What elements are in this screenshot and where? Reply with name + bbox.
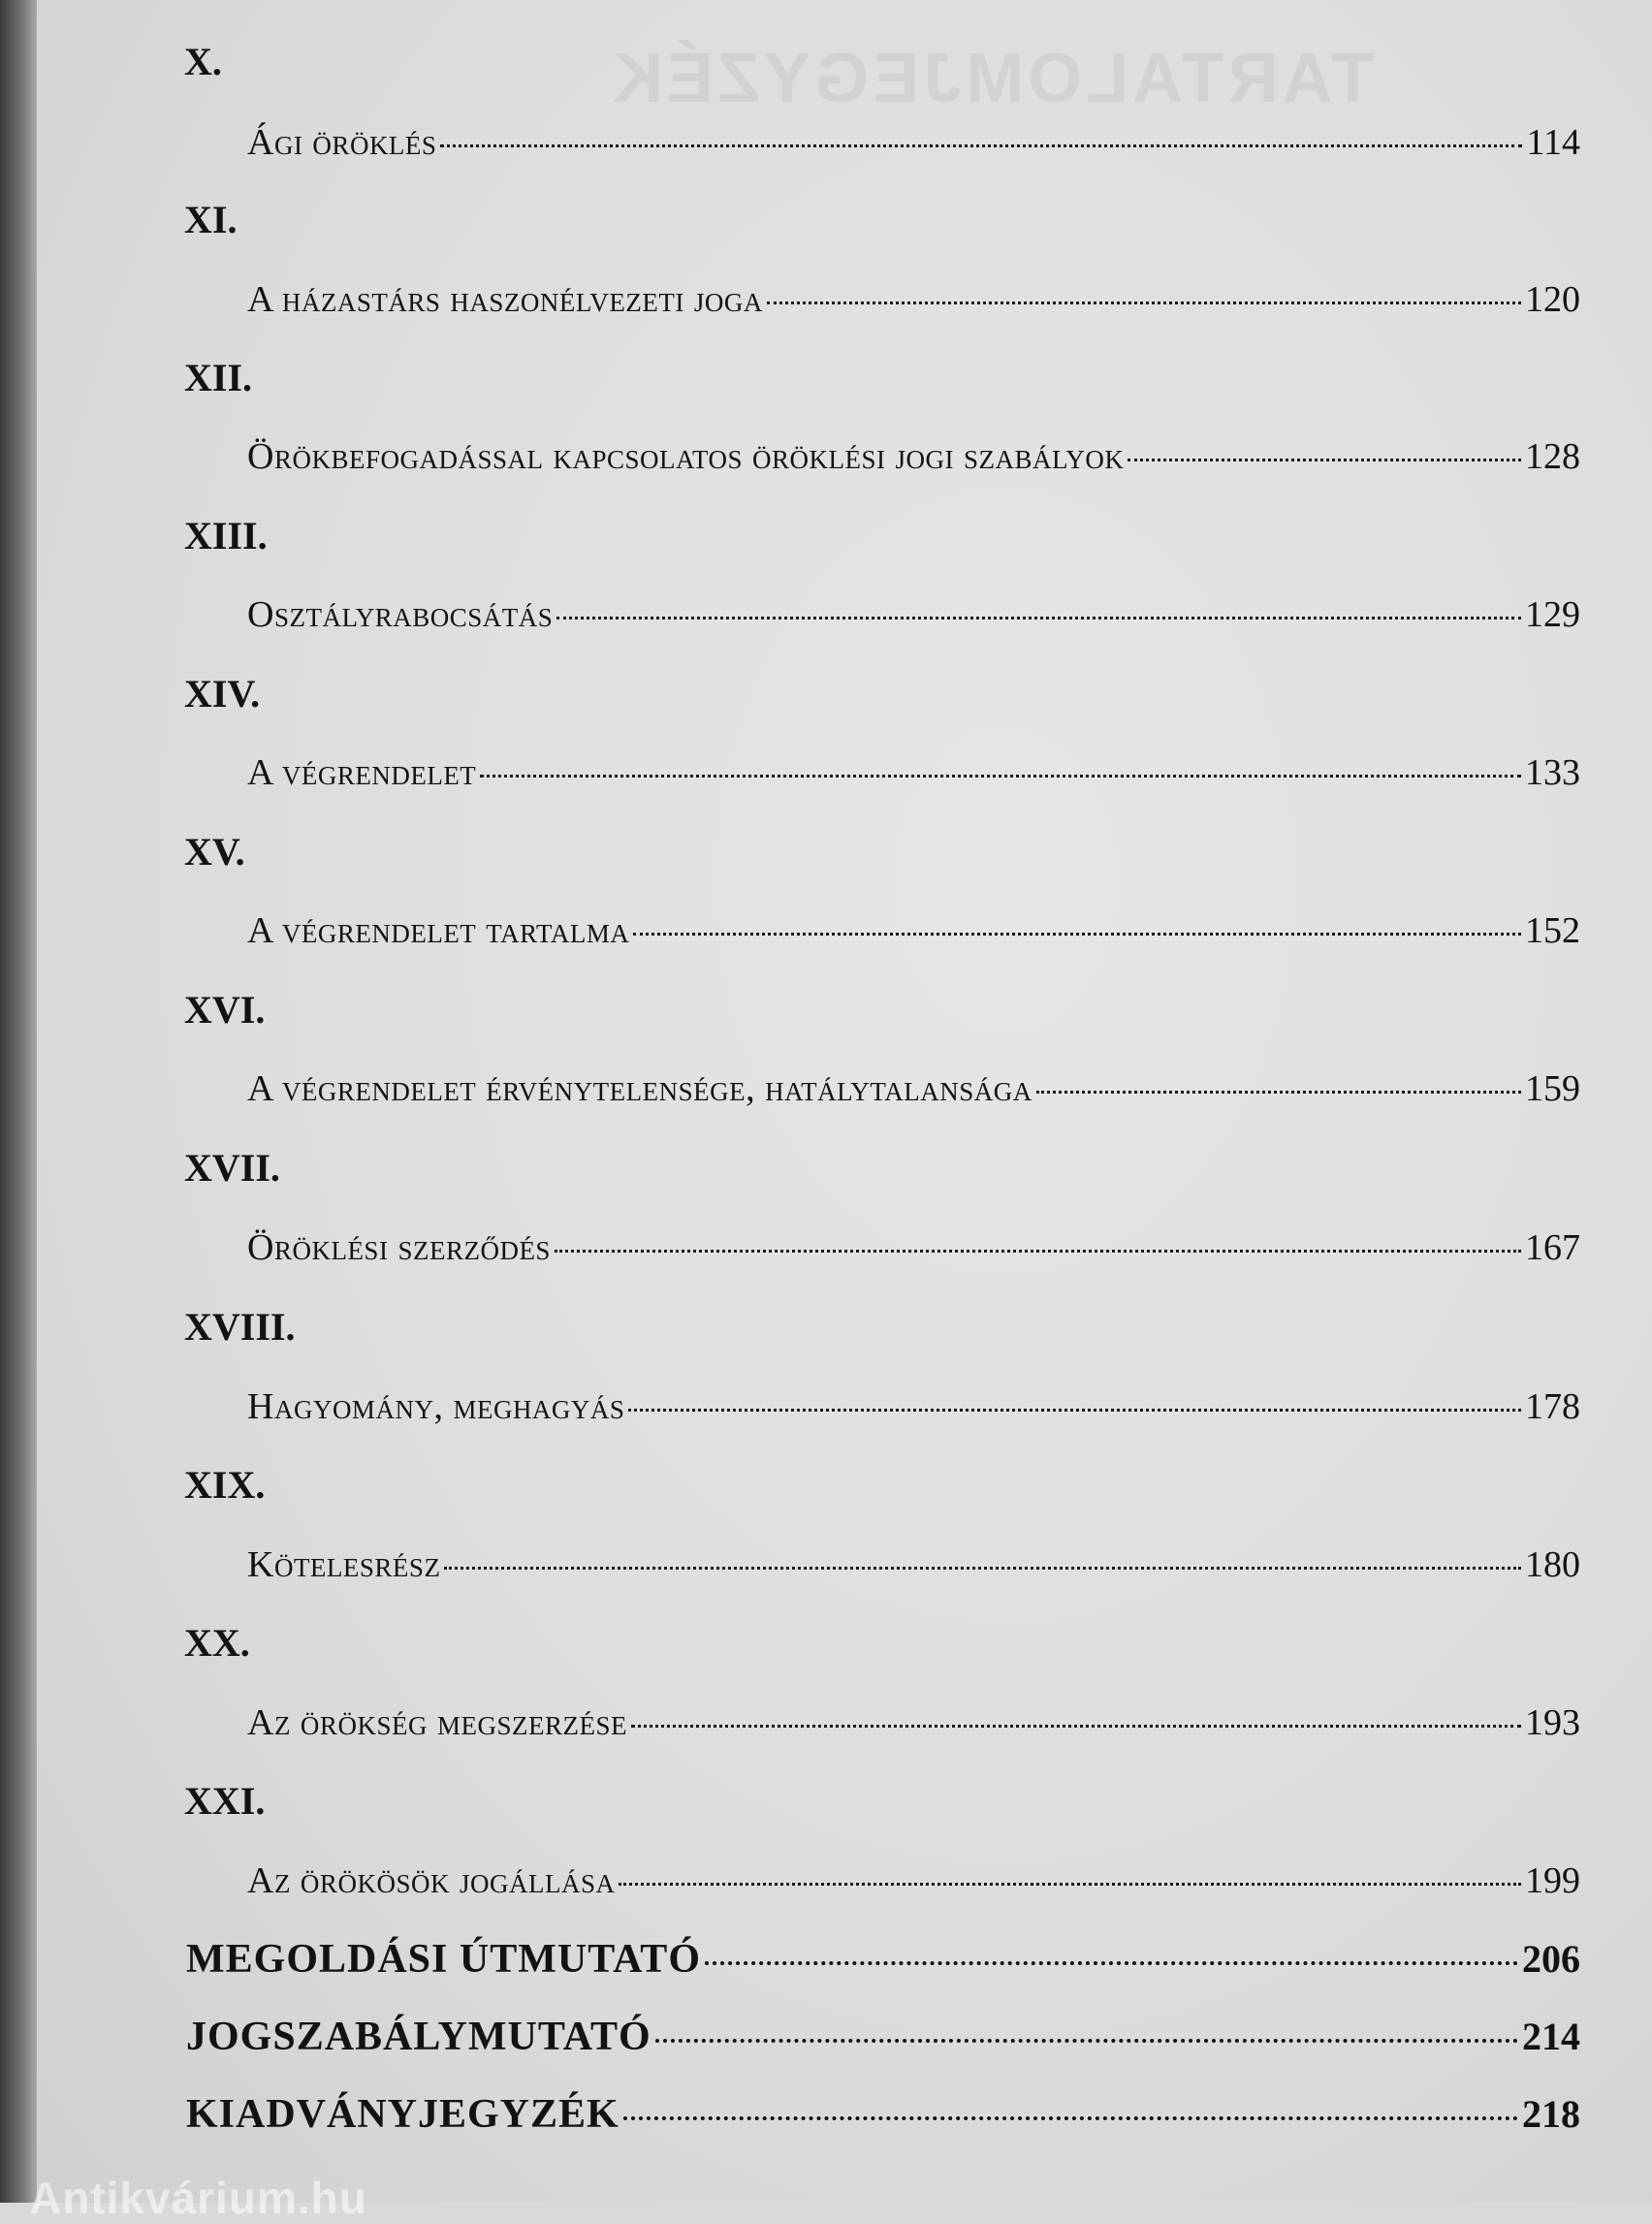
toc-entry-title: Az örökösök jogállása bbox=[247, 1860, 616, 1901]
toc-entry-page: 199 bbox=[1525, 1860, 1580, 1901]
toc-entry bbox=[247, 276, 1580, 323]
toc-entry-title: A végrendelet érvénytelensége, hatálytalansága bbox=[247, 1068, 1032, 1109]
dot-leader bbox=[705, 1961, 1518, 1965]
dot-leader bbox=[1128, 459, 1521, 461]
toc-entry-page: 206 bbox=[1522, 1937, 1580, 1981]
chapter-numeral: XXI. bbox=[184, 1779, 266, 1823]
chapter-numeral: XIII. bbox=[184, 514, 268, 557]
toc-entry bbox=[247, 1065, 1580, 1112]
chapter-numeral: XVI. bbox=[184, 988, 266, 1032]
chapter-numeral: XVII. bbox=[184, 1146, 280, 1190]
toc-entry-title: MEGOLDÁSI ÚTMUTATÓ bbox=[186, 1937, 701, 1982]
toc-entry-page: 133 bbox=[1525, 752, 1580, 793]
dot-leader bbox=[1036, 1091, 1521, 1094]
toc-entry-title: Osztályrabocsátás bbox=[247, 594, 554, 635]
chapter-numeral: XII. bbox=[184, 356, 253, 399]
toc-entry-title: Hagyomány, meghagyás bbox=[247, 1386, 625, 1427]
toc-entry-page: 159 bbox=[1525, 1068, 1580, 1109]
toc-entry bbox=[247, 907, 1580, 954]
dot-leader bbox=[555, 1250, 1521, 1253]
chapter-numeral: XIV. bbox=[184, 672, 261, 715]
toc-entry-page: 129 bbox=[1525, 594, 1580, 635]
dot-leader bbox=[444, 1567, 1521, 1570]
toc-entry bbox=[247, 749, 1580, 796]
toc-entry-title: Öröklési szerződés bbox=[247, 1227, 551, 1268]
toc-entry-title: Ági öröklés bbox=[247, 122, 437, 163]
toc-entry-page: 214 bbox=[1522, 2015, 1580, 2058]
dot-leader bbox=[631, 1725, 1521, 1728]
show-through-heading: TARTALOMJEGYZÉK bbox=[609, 40, 1375, 117]
toc-entry-page: 193 bbox=[1525, 1702, 1580, 1743]
toc-entry-back-matter bbox=[186, 1936, 1580, 1983]
toc-entry-page: 152 bbox=[1525, 910, 1580, 951]
toc-entry-page: 120 bbox=[1525, 279, 1580, 320]
toc-entry-page: 114 bbox=[1526, 122, 1580, 163]
toc-entry-title: KIADVÁNYJEGYZÉK bbox=[186, 2092, 620, 2137]
chapter-numeral: XIX. bbox=[184, 1463, 266, 1507]
toc-entry bbox=[247, 1224, 1580, 1271]
dot-leader bbox=[556, 617, 1521, 620]
dot-leader bbox=[440, 144, 1522, 147]
site-watermark: Antikvárium.hu bbox=[29, 2173, 367, 2223]
toc-entry bbox=[247, 433, 1580, 480]
toc-entry-title: A végrendelet tartalma bbox=[247, 910, 630, 951]
toc-entry-title: Örökbefogadással kapcsolatos öröklési jogi szabályok bbox=[247, 436, 1125, 477]
chapter-numeral: XV. bbox=[184, 830, 245, 874]
toc-entry bbox=[247, 1383, 1580, 1430]
dot-leader bbox=[619, 1883, 1521, 1886]
chapter-numeral: XVIII. bbox=[184, 1305, 296, 1349]
dot-leader bbox=[480, 775, 1521, 778]
toc-entry-back-matter bbox=[186, 2014, 1580, 2060]
toc-entry-back-matter bbox=[186, 2091, 1580, 2138]
chapter-numeral: XI. bbox=[184, 198, 238, 241]
toc-entry-title: JOGSZABÁLYMUTATÓ bbox=[186, 2015, 651, 2059]
toc-entry-title: Az örökség megszerzése bbox=[247, 1702, 627, 1743]
toc-entry-page: 180 bbox=[1525, 1544, 1580, 1585]
toc-entry-title: Kötelesrész bbox=[247, 1544, 441, 1585]
toc-entry bbox=[247, 119, 1580, 166]
dot-leader bbox=[623, 2116, 1518, 2120]
toc-entry bbox=[247, 1700, 1580, 1746]
chapter-numeral: X. bbox=[184, 40, 222, 83]
toc-entry-page: 218 bbox=[1522, 2092, 1580, 2136]
chapter-numeral: XX. bbox=[184, 1621, 250, 1665]
toc-entry-title: A házastárs haszonélvezeti joga bbox=[247, 279, 763, 320]
dot-leader bbox=[633, 933, 1521, 936]
toc-entry-page: 128 bbox=[1525, 436, 1580, 477]
toc-entry-page: 167 bbox=[1525, 1227, 1580, 1268]
toc-entry-page: 178 bbox=[1525, 1386, 1580, 1427]
dot-leader bbox=[767, 302, 1521, 304]
toc-entry-title: A végrendelet bbox=[247, 752, 477, 793]
dot-leader bbox=[655, 2039, 1518, 2043]
dot-leader bbox=[628, 1409, 1521, 1412]
toc-entry bbox=[247, 1541, 1580, 1588]
toc-entry bbox=[247, 591, 1580, 638]
toc-entry bbox=[247, 1858, 1580, 1904]
